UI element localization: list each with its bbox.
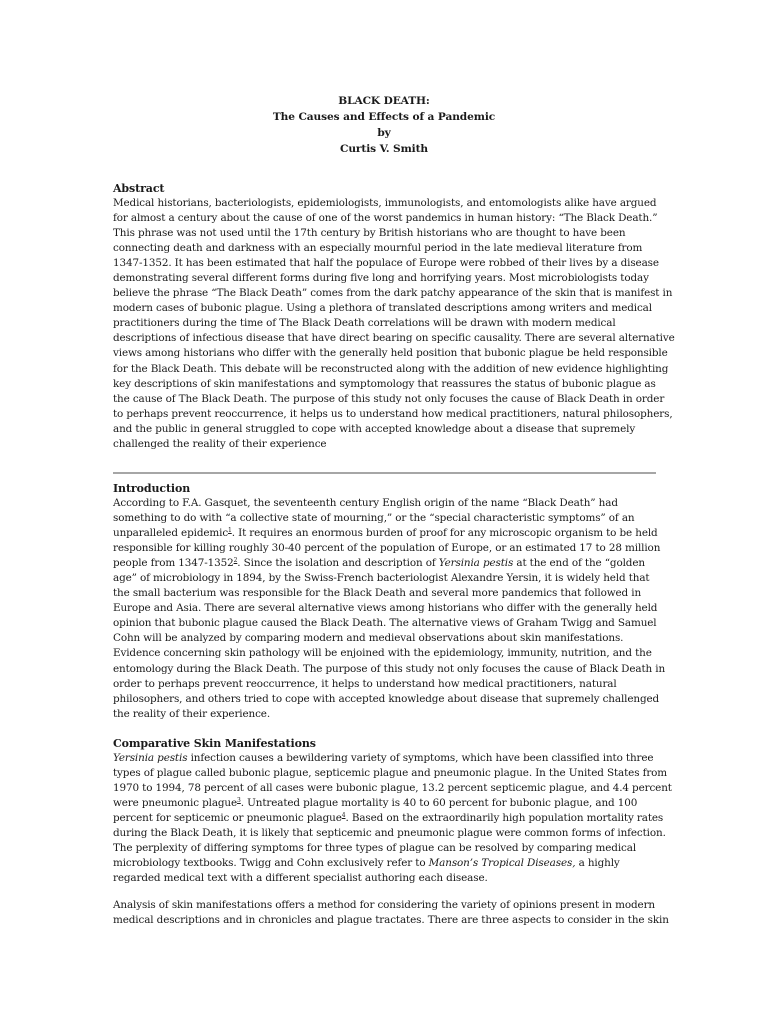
abstract-line: descriptions of infectious disease that have direct bearing on specific causality. There are several alternative xyxy=(113,332,675,345)
abstract-line: and the public in general struggled to cope with accepted knowledge about a disease that supremely xyxy=(113,422,636,435)
comparative-line xyxy=(113,811,664,826)
comparative-line xyxy=(113,796,657,811)
title-line-1: BLACK DEATH: xyxy=(338,95,430,107)
footnote-ref[interactable]: 2 xyxy=(233,557,238,565)
comparative-line: regarded medical text with a different specialist authoring each disease. xyxy=(113,872,488,885)
title-line-4: Curtis V. Smith xyxy=(339,143,428,155)
abstract-line: challenged the reality of their experience xyxy=(113,437,327,450)
section-divider xyxy=(113,472,656,474)
text-run: percent for septicemic or pneumonic plague xyxy=(113,812,342,825)
title-line-3: by xyxy=(377,127,391,139)
introduction-line: entomology during the Black Death. The purpose of this study not only focuses the cause of Black Death in xyxy=(113,662,666,675)
comparative-line xyxy=(113,751,657,766)
text-run: infection causes a bewildering variety of symptoms, which have been classified into three xyxy=(187,752,654,764)
introduction-paragraph xyxy=(113,496,666,722)
text-run: a highly xyxy=(575,857,620,870)
abstract-line: for almost a century about the cause of one of the worst pandemics in human history: “The Black Death.” xyxy=(113,212,658,225)
introduction-line: something to do with “a collective state of mourning,” or the “special characteristic symptoms” of an xyxy=(113,512,635,525)
analysis-line: Analysis of skin manifestations offers a method for considering the variety of opinions present in modern xyxy=(113,899,655,911)
analysis-line: medical descriptions and in chronicles and plague tractates. There are three aspects to consider in the skin xyxy=(113,914,669,927)
introduction-line: Evidence concerning skin pathology will be enjoined with the epidemiology, immunity, nutrition, and the xyxy=(113,647,652,660)
abstract-line: demonstrating several different forms during five long and horrifying years. Most microbiologists today xyxy=(113,272,649,285)
introduction-line: Cohn will be analyzed by comparing modern and medieval observations about skin manifestations. xyxy=(113,632,624,645)
comparative-line xyxy=(113,856,657,871)
abstract-section xyxy=(113,181,675,452)
text-run: . Based on the extraordinarily high population mortality rates xyxy=(345,812,664,825)
abstract-line: believe the phrase “The Black Death” comes from the dark patchy appearance of the skin that is manifest in xyxy=(113,287,673,300)
abstract-line: modern cases of bubonic plague. Using a plethora of translated descriptions among writers and medical xyxy=(113,302,652,315)
analysis-paragraph xyxy=(113,898,669,928)
comparative-line: types of plague called bubonic plague, septicemic plague and pneumonic plague. In the United States from xyxy=(113,767,668,780)
abstract-line: connecting death and darkness with an especially mournful period in the late medieval literature from xyxy=(113,242,643,255)
abstract-line: This phrase was not used until the 17th century by British historians who are thought to have been xyxy=(113,227,626,240)
introduction-line: order to perhaps prevent reoccurrence, it helps to understand how medical practitioners, natural xyxy=(113,677,617,690)
abstract-line: practitioners during the time of The Black Death correlations will be drawn with modern medical xyxy=(113,317,616,330)
footnote-ref[interactable]: 4 xyxy=(341,812,346,820)
abstract-heading: Abstract xyxy=(113,182,165,195)
analysis-section xyxy=(113,898,669,928)
abstract-line: for the Black Death. This debate will be reconstructed along with the addition of new evidence highlighting xyxy=(113,362,669,375)
footnote-ref[interactable]: 3 xyxy=(237,797,241,805)
introduction-line: Europe and Asia. There are several alternative views among historians who differ with the generally held xyxy=(113,602,658,615)
text-run: . Since the isolation and description of xyxy=(237,557,439,570)
comparative-section xyxy=(113,736,672,886)
text-run: . Untreated plague mortality is 40 to 60 percent for bubonic plague, and 100 xyxy=(240,797,638,810)
introduction-heading: Introduction xyxy=(113,482,191,495)
text-run: microbiology textbooks. Twigg and Cohn exclusively refer to xyxy=(113,857,429,870)
abstract-paragraph xyxy=(113,196,675,452)
comparative-line: The perplexity of differing symptoms for three types of plague can be resolved by comparing medical xyxy=(113,842,637,855)
comparative-heading: Comparative Skin Manifestations xyxy=(113,737,316,750)
species-name: Yersinia pestis xyxy=(438,557,514,570)
introduction-line xyxy=(113,556,657,571)
abstract-line: the cause of The Black Death. The purpose of this study not only focuses the cause of Black Death in order xyxy=(113,392,665,405)
comparative-paragraph xyxy=(113,751,672,886)
abstract-line: Medical historians, bacteriologists, epidemiologists, immunologists, and entomologists alike have argued xyxy=(113,197,657,209)
footnote-ref[interactable]: 1 xyxy=(228,527,232,535)
introduction-section xyxy=(113,481,666,722)
abstract-line: key descriptions of skin manifestations and symptomology that reassures the status of bubonic plague as xyxy=(113,377,656,390)
introduction-line: the reality of their experience. xyxy=(113,707,271,720)
comparative-line: during the Black Death, it is likely that septicemic and pneumonic plague were common forms of infection. xyxy=(113,827,666,840)
text-run: were pneumonic plague xyxy=(113,797,238,810)
title-line-2: The Causes and Effects of a Pandemic xyxy=(272,111,496,123)
introduction-line: philosophers, and others tried to cope with accepted knowledge about disease that supremely challenged xyxy=(113,692,660,705)
document-title xyxy=(0,93,768,157)
species-name: Yersinia pestis xyxy=(113,752,188,764)
introduction-line: responsible for killing roughly 30-40 percent of the population of Europe, or an estimated 17 to 28 million xyxy=(113,542,661,555)
text-run: unparalleled epidemic xyxy=(113,527,229,540)
introduction-line: age” of microbiology in 1894, by the Swiss-French bacteriologist Alexandre Yersin, it is widely held that xyxy=(113,572,650,585)
introduction-line: According to F.A. Gasquet, the seventeenth century English origin of the name “Black Death” had xyxy=(113,497,618,509)
abstract-line: views among historians who differ with the generally held position that bubonic plague be held responsible xyxy=(113,347,668,360)
introduction-line: opinion that bubonic plague caused the Black Death. The alternative views of Graham Twigg and Samuel xyxy=(113,617,657,630)
text-run: at the end of the “golden xyxy=(513,557,645,570)
abstract-line: to perhaps prevent reoccurrence, it helps us to understand how medical practitioners, natural philosophers, xyxy=(113,407,673,420)
abstract-line: 1347-1352. It has been estimated that half the populace of Europe were robbed of their lives by a disease xyxy=(113,257,659,270)
introduction-line xyxy=(113,526,657,541)
text-run: people from 1347-1352 xyxy=(113,557,234,570)
introduction-line: the small bacterium was responsible for the Black Death and several more pandemics that followed in xyxy=(113,587,642,600)
text-run: . It requires an enormous burden of proof for any microscopic organism to be held xyxy=(231,527,658,540)
comparative-line: 1970 to 1994, 78 percent of all cases were bubonic plague, 13.2 percent septicemic plague, and 4.4 percent xyxy=(113,782,672,795)
book-title: Manson’s Tropical Diseases, xyxy=(428,857,576,870)
